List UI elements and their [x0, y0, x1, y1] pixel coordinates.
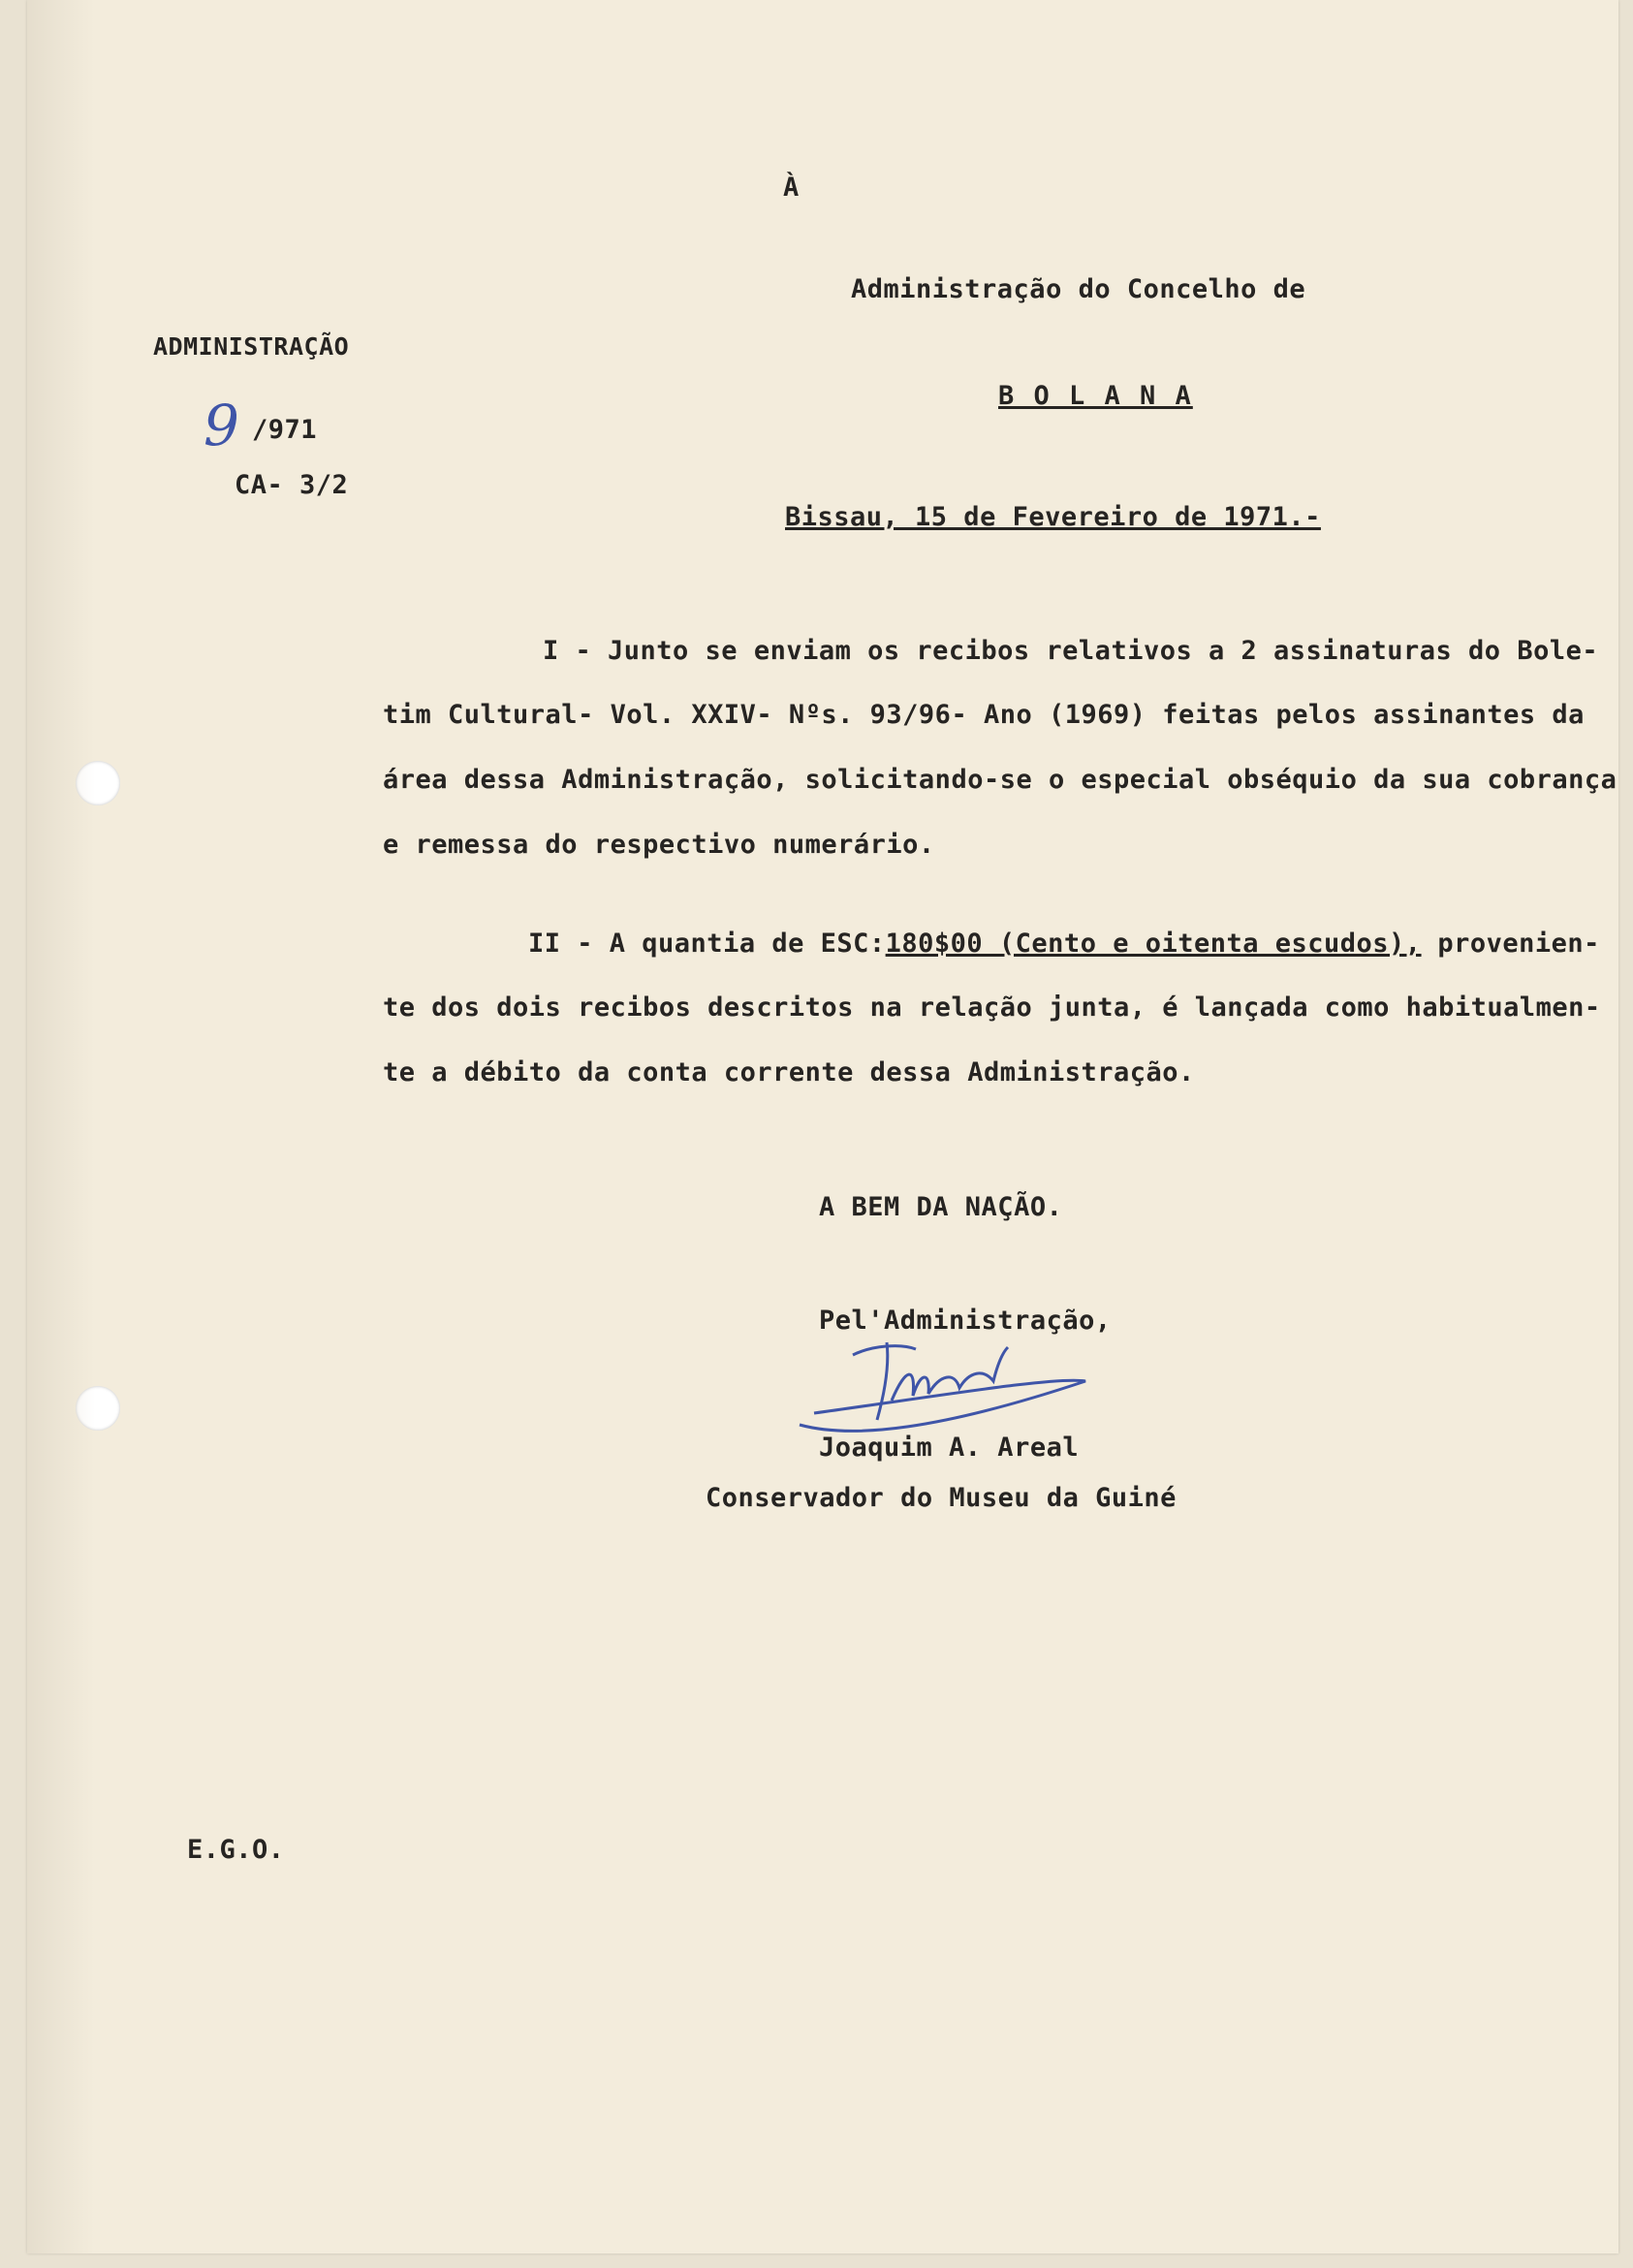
- paragraph2-amount: 180$00 (Cento e oitenta escudos),: [885, 929, 1422, 959]
- handwritten-signature: [795, 1328, 1105, 1444]
- reference-number-handwritten: 9: [204, 393, 239, 458]
- reference-office: ADMINISTRAÇÃO: [153, 332, 350, 361]
- paragraph2-line: [528, 929, 1600, 959]
- date-line: Bissau, 15 de Fevereiro de 1971.-: [785, 502, 1321, 532]
- signatory-title: Conservador do Museu da Guiné: [706, 1483, 1177, 1513]
- paragraph1-line: área dessa Administração, solicitando-se o especial obséquio da sua cobrança: [383, 765, 1617, 795]
- paragraph1-line: tim Cultural- Vol. XXIV- Nºs. 93/96- Ano (1969) feitas pelos assinantes da: [383, 700, 1585, 730]
- paragraph1-line: e remessa do respectivo numerário.: [383, 830, 935, 860]
- recipient-line2: B O L A N A: [998, 381, 1193, 411]
- reference-number-suffix: /971: [252, 415, 318, 445]
- punch-hole-top: [76, 761, 120, 805]
- sign-off: Pel'Administração,: [819, 1306, 1112, 1336]
- paragraph2-line: te dos dois recibos descritos na relação junta, é lançada como habitualmen-: [383, 992, 1601, 1023]
- recipient-line1: Administração do Concelho de: [851, 274, 1306, 304]
- paragraph1-line: I - Junto se enviam os recibos relativos a 2 assinaturas do Bole-: [543, 636, 1599, 666]
- paragraph2-line1-suffix: provenien-: [1421, 929, 1600, 959]
- closing: A BEM DA NAÇÃO.: [819, 1192, 1063, 1222]
- footer-initials: E.G.O.: [187, 1835, 285, 1865]
- paragraph2-line1-prefix: II - A quantia de ESC:: [528, 929, 886, 959]
- punch-hole-bottom: [76, 1386, 120, 1431]
- salutation: À: [783, 173, 800, 203]
- reference-code: CA- 3/2: [235, 470, 349, 500]
- signatory-name: Joaquim A. Areal: [819, 1433, 1080, 1463]
- paragraph2-line: te a débito da conta corrente dessa Administração.: [383, 1057, 1195, 1087]
